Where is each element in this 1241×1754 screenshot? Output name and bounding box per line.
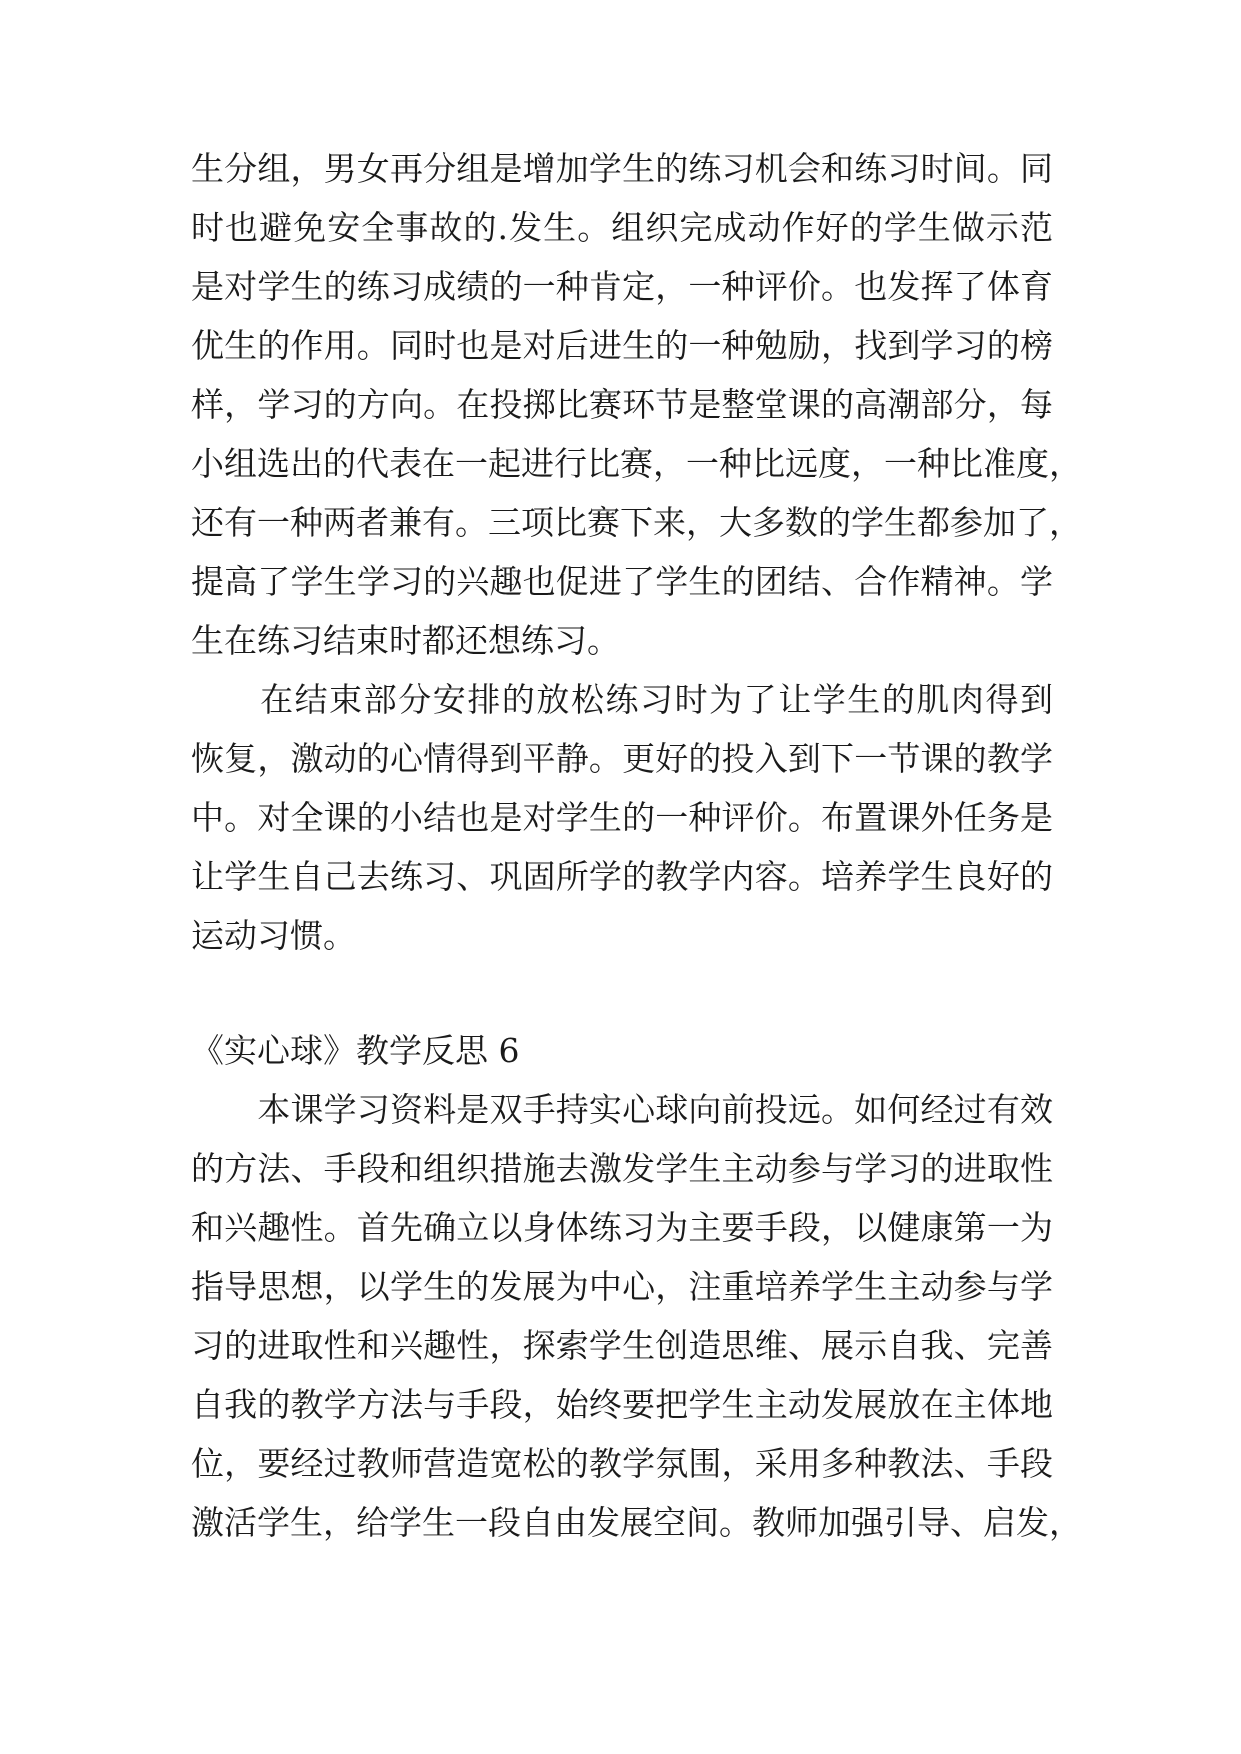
paragraph-3-line: 和兴趣性。首先确立以身体练习为主要手段，以健康第一为 bbox=[191, 1208, 1053, 1247]
paragraph-3-line: 激活学生，给学生一段自由发展空间。教师加强引导、启发， bbox=[191, 1503, 1082, 1542]
paragraph-1-line: 提高了学生学习的兴趣也促进了学生的团结、合作精神。学 bbox=[191, 562, 1053, 601]
paragraph-2-line: 运动习惯。 bbox=[191, 916, 356, 955]
paragraph-3-line: 位，要经过教师营造宽松的教学氛围，采用多种教法、手段 bbox=[191, 1444, 1053, 1483]
paragraph-1-line: 是对学生的练习成绩的一种肯定，一种评价。也发挥了体育 bbox=[191, 267, 1053, 306]
paragraph-1-line: 生分组，男女再分组是增加学生的练习机会和练习时间。同 bbox=[191, 149, 1053, 188]
paragraph-1-line: 时也避免安全事故的.发生。组织完成动作好的学生做示范 bbox=[191, 208, 1053, 247]
paragraph-1-line: 优生的作用。同时也是对后进生的一种勉励，找到学习的榜 bbox=[191, 326, 1053, 365]
paragraph-3-line: 自我的教学方法与手段，始终要把学生主动发展放在主体地 bbox=[191, 1385, 1053, 1424]
paragraph-3-line: 本课学习资料是双手持实心球向前投远。如何经过有效 bbox=[191, 1090, 1053, 1129]
paragraph-1-line: 还有一种两者兼有。三项比赛下来，大多数的学生都参加了， bbox=[191, 503, 1082, 542]
paragraph-2-line: 在结束部分安排的放松练习时为了让学生的肌肉得到 bbox=[191, 680, 1053, 719]
paragraph-3-line: 的方法、手段和组织措施去激发学生主动参与学习的进取性 bbox=[191, 1149, 1053, 1188]
paragraph-3-line: 习的进取性和兴趣性，探索学生创造思维、展示自我、完善 bbox=[191, 1326, 1053, 1365]
paragraph-3-line: 指导思想，以学生的发展为中心，注重培养学生主动参与学 bbox=[191, 1267, 1053, 1306]
paragraph-1-line: 样，学习的方向。在投掷比赛环节是整堂课的高潮部分，每 bbox=[191, 385, 1053, 424]
paragraph-2-line: 恢复，激动的心情得到平静。更好的投入到下一节课的教学 bbox=[191, 739, 1053, 778]
paragraph-2-line: 让学生自己去练习、巩固所学的教学内容。培养学生良好的 bbox=[191, 857, 1053, 896]
paragraph-1-line: 生在练习结束时都还想练习。 bbox=[191, 621, 620, 660]
paragraph-1-line: 小组选出的代表在一起进行比赛，一种比远度，一种比准度， bbox=[191, 444, 1082, 483]
section-title: 《实心球》教学反思 6 bbox=[191, 1031, 520, 1070]
paragraph-2-line: 中。对全课的小结也是对学生的一种评价。布置课外任务是 bbox=[191, 798, 1053, 837]
